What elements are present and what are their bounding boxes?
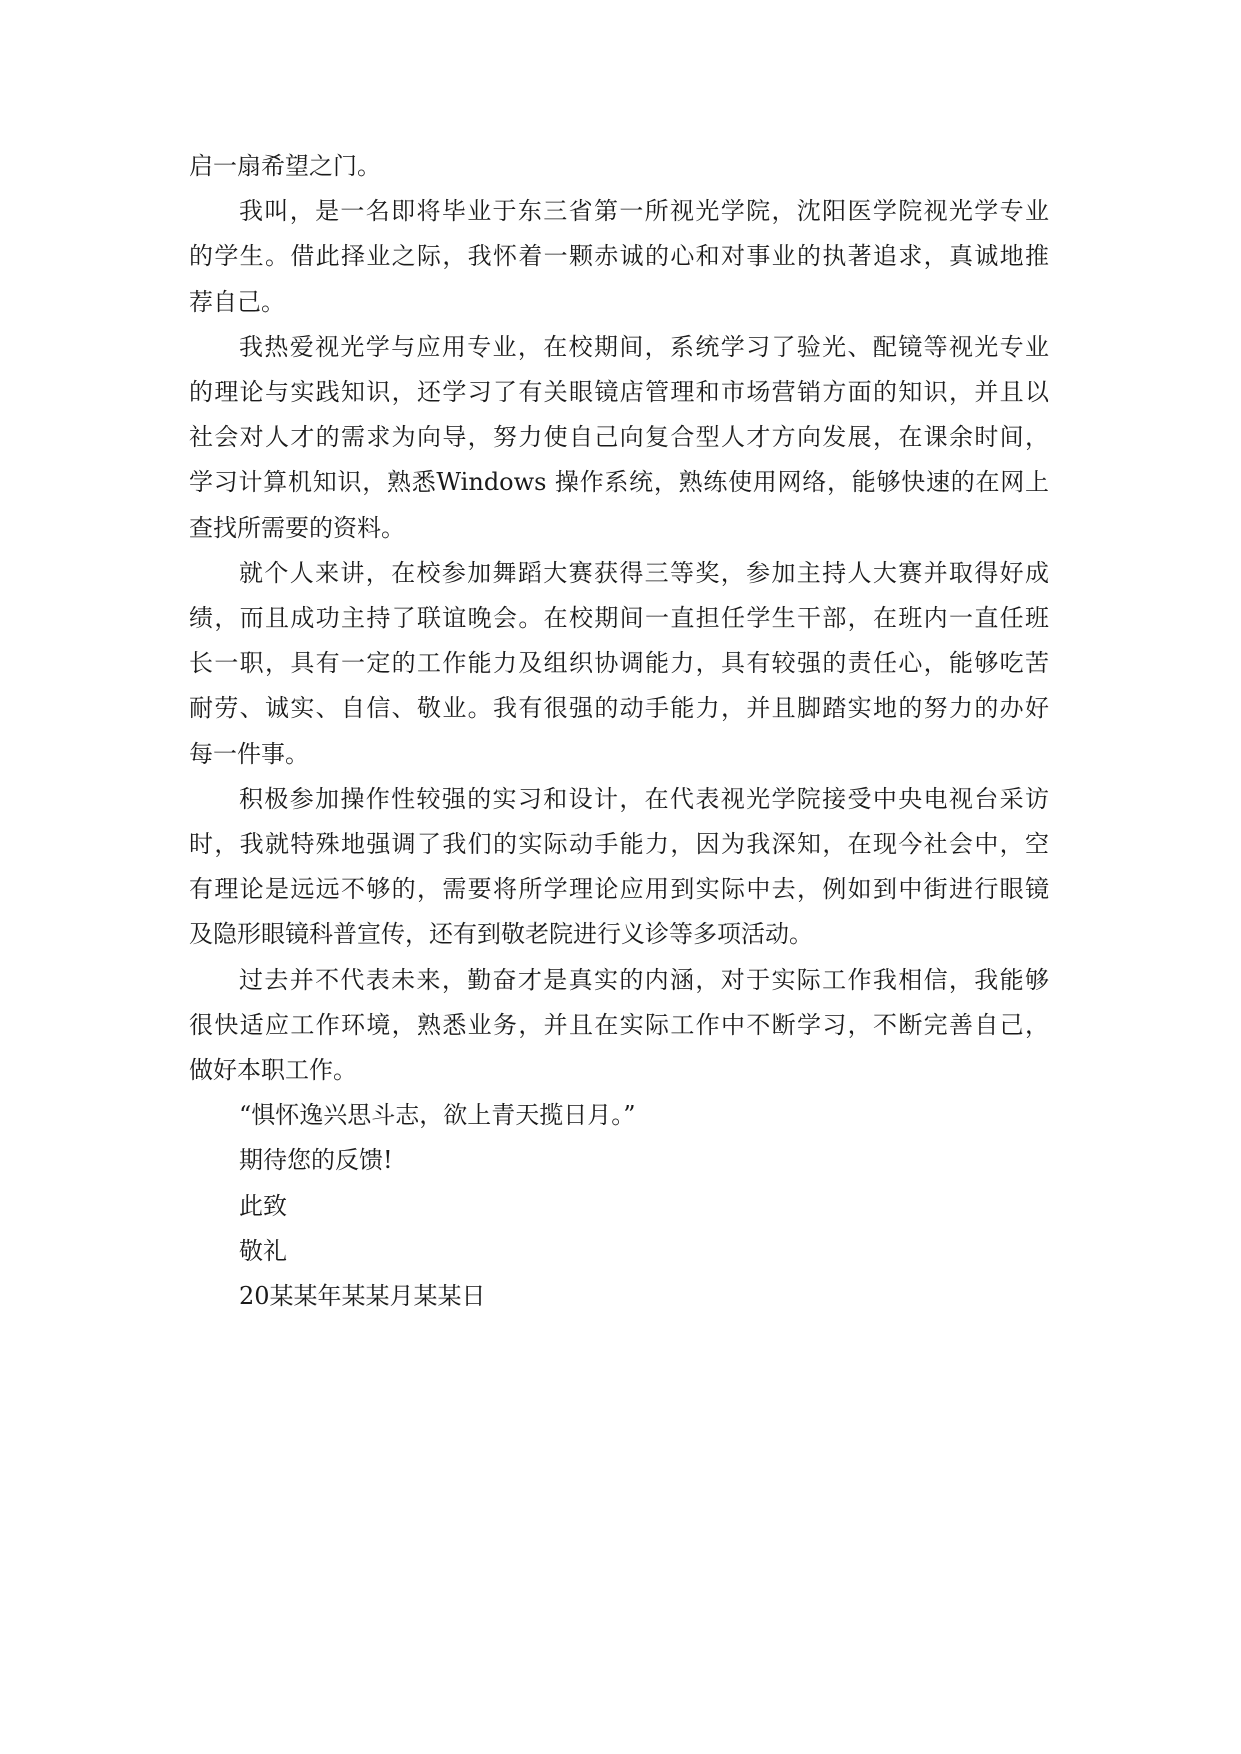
paragraph-line: 积极参加操作性较强的实习和设计，在代表视光学院接受中央电视台采访: [239, 785, 1049, 813]
closing-feedback: 期待您的反馈!: [239, 1146, 393, 1174]
paragraph-line: 耐劳、诚实、自信、敬业。我有很强的动手能力，并且脚踏实地的努力的办好: [189, 694, 1049, 722]
closing-date: 20某某年某某月某某日: [239, 1282, 486, 1310]
paragraph-line: 学习计算机知识，熟悉Windows 操作系统，熟练使用网络，能够快速的在网上: [189, 468, 1049, 496]
paragraph-line: 每一件事。: [189, 740, 309, 768]
paragraph-line: 荐自己。: [189, 288, 285, 316]
paragraph-line: 长一职，具有一定的工作能力及组织协调能力，具有较强的责任心，能够吃苦: [189, 649, 1049, 677]
closing-regards-1: 此致: [239, 1192, 287, 1220]
paragraph-line: 过去并不代表未来，勤奋才是真实的内涵，对于实际工作我相信，我能够: [239, 966, 1049, 994]
paragraph-line: 时，我就特殊地强调了我们的实际动手能力，因为我深知，在现今社会中，空: [189, 830, 1049, 858]
paragraph-line: 做好本职工作。: [189, 1056, 357, 1084]
paragraph-line: 有理论是远远不够的，需要将所学理论应用到实际中去，例如到中街进行眼镜: [189, 875, 1049, 903]
closing-quote: “惧怀逸兴思斗志，欲上青天揽日月。”: [239, 1101, 636, 1129]
paragraph-line: 的理论与实践知识，还学习了有关眼镜店管理和市场营销方面的知识，并且以: [189, 378, 1049, 406]
paragraph-line: 我热爱视光学与应用专业，在校期间，系统学习了验光、配镜等视光专业: [239, 333, 1049, 361]
paragraph-line: 社会对人才的需求为向导，努力使自己向复合型人才方向发展，在课余时间，: [189, 423, 1049, 451]
paragraph-line: 很快适应工作环境，熟悉业务，并且在实际工作中不断学习，不断完善自己，: [189, 1011, 1049, 1039]
closing-regards-2: 敬礼: [239, 1237, 287, 1265]
paragraph-line: 绩，而且成功主持了联谊晚会。在校期间一直担任学生干部，在班内一直任班: [189, 604, 1049, 632]
paragraph-line: 启一扇希望之门。: [189, 152, 381, 180]
paragraph-line: 的学生。借此择业之际，我怀着一颗赤诚的心和对事业的执著追求，真诚地推: [189, 242, 1049, 270]
paragraph-line: 及隐形眼镜科普宣传，还有到敬老院进行义诊等多项活动。: [189, 920, 813, 948]
paragraph-line: 我叫，是一名即将毕业于东三省第一所视光学院，沈阳医学院视光学专业: [239, 197, 1049, 225]
paragraph-line: 就个人来讲，在校参加舞蹈大赛获得三等奖，参加主持人大赛并取得好成: [239, 559, 1049, 587]
paragraph-line: 查找所需要的资料。: [189, 514, 405, 542]
